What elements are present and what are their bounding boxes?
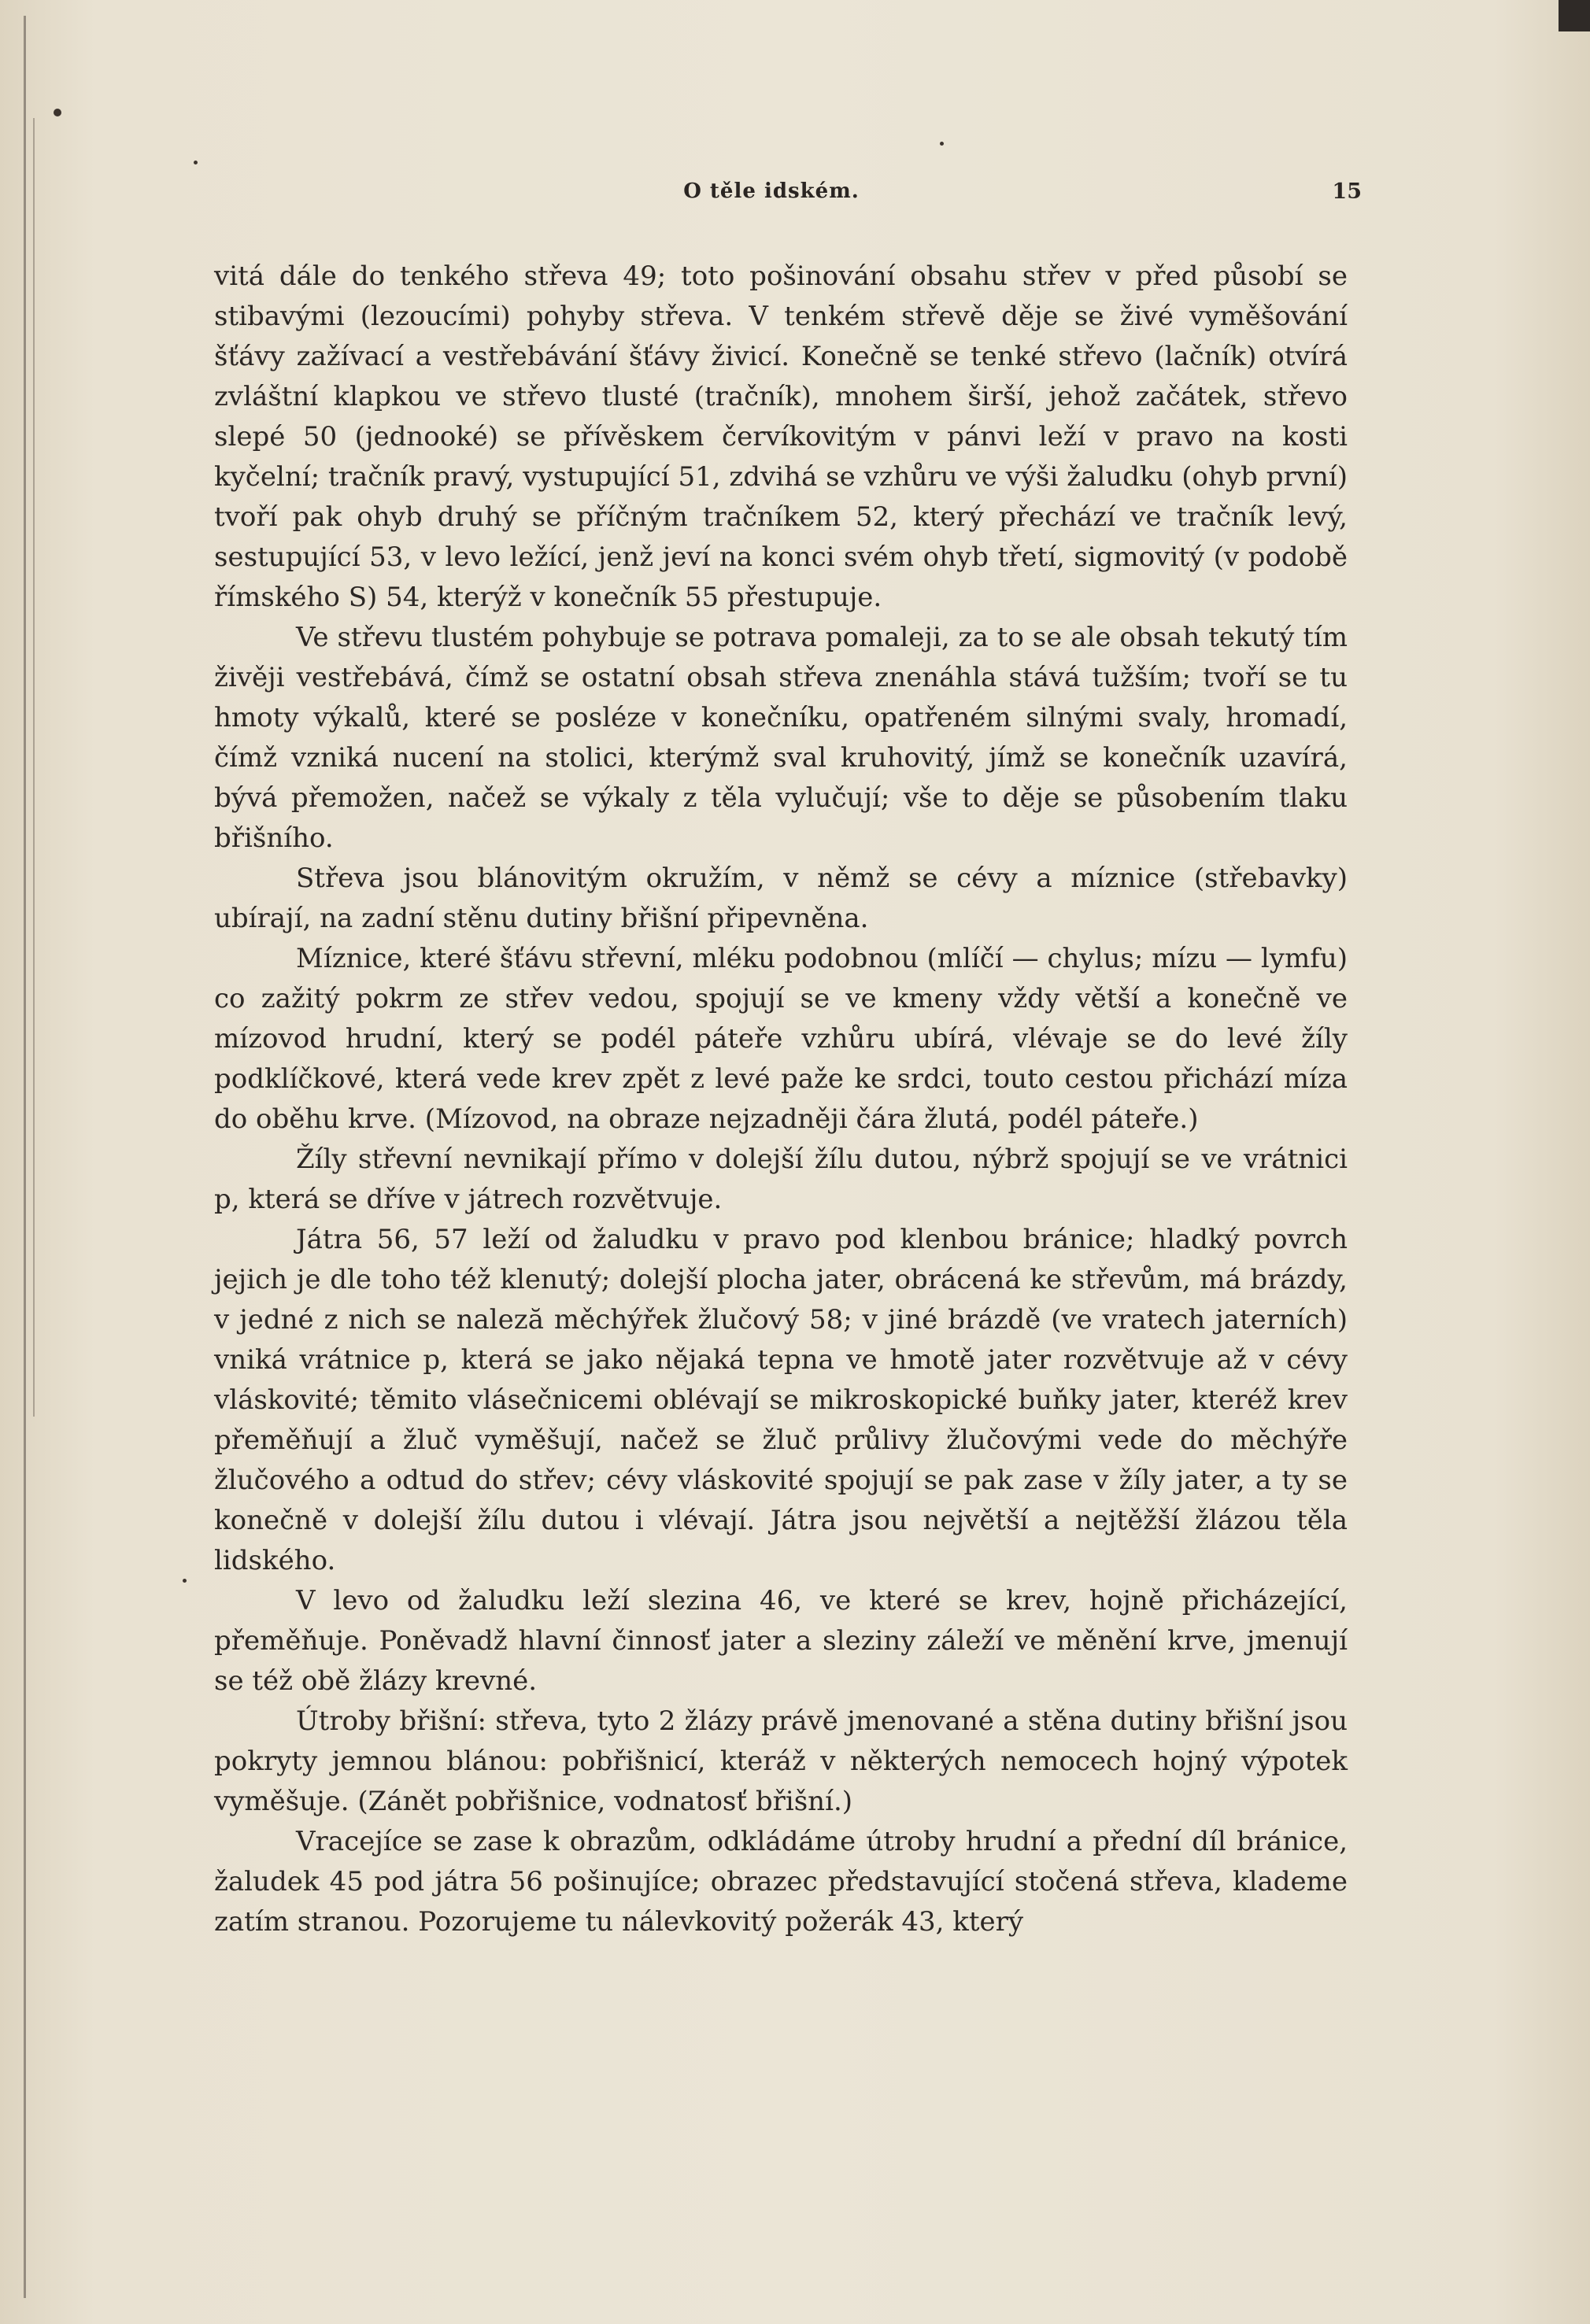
paragraph: Ve střevu tlustém pohybuje se potrava pomaleji, za to se ale obsah tekutý tím živěji vestřebává, čímž se ostatní obsah střeva znenáhla stává tužším; tvoří se tu hmoty výkalů, které se posléze v konečníku, opatřeném silnými svaly, hromadí, čímž vzniká nucení na stolici, kterýmž sval kruhovitý, jímž se konečník uzavírá, bývá přemožen, načež se výkaly z těla vylučují; vše to děje se působením tlaku břišního. bbox=[214, 622, 1348, 854]
body-text bbox=[214, 257, 1348, 1942]
paragraph: Žíly střevní nevnikají přímo v dolejší žílu dutou, nýbrž spojují se ve vrátnici p, která se dříve v játrech rozvětvuje. bbox=[214, 1144, 1348, 1215]
paragraph: Útroby břišní: střeva, tyto 2 žlázy právě jmenované a stěna dutiny břišní jsou pokryty jemnou blánou: pobřišnicí, kteráž v některých nemocech hojný výpotek vyměšuje. (Zánět pobřišnice, vodnatosť břišní.) bbox=[214, 1705, 1348, 1817]
ink-speck bbox=[54, 109, 61, 116]
paragraph: Vracejíce se zase k obrazům, odkládáme útroby hrudní a přední díl bránice, žaludek 45 pod játra 56 pošinujíce; obrazec představující stočená střeva, klademe zatím stranou. Pozorujeme tu nálevkovitý požerák 43, který bbox=[214, 1826, 1348, 1938]
page-corner-shadow bbox=[1559, 0, 1590, 31]
page-number: 15 bbox=[1332, 179, 1362, 204]
ink-speck bbox=[194, 161, 198, 164]
paragraph: vitá dále do tenkého střeva 49; toto pošinování obsahu střev v před působí se stibavými (lezoucími) pohyby střeva. V tenkém střevě děje se živé vyměšování šťávy zažívací a vestřebávání šťávy živicí. Konečně se tenké střevo (lačník) otvírá zvláštní klapkou ve střevo tlusté (tračník), mnohem širší, jehož začátek, střevo slepé 50 (jednooké) se přívěskem červíkovitým v pánvi leží v pravo na kosti kyčelní; tračník pravý, vystupující 51, zdvihá se vzhůru ve výši žaludku (ohyb první) tvoří pak ohyb druhý se příčným tračníkem 52, který přechází ve tračník levý, sestupující 53, v levo ležící, jenž jeví na konci svém ohyb třetí, sigmovitý (v podobě římského S) 54, kterýž v konečník 55 přestupuje. bbox=[214, 260, 1348, 613]
running-title: O těle idském. bbox=[683, 179, 860, 203]
binding-edge-inner bbox=[33, 118, 35, 1417]
running-header bbox=[181, 179, 1362, 211]
ink-speck bbox=[183, 1579, 187, 1583]
ink-speck bbox=[940, 142, 944, 146]
paragraph: Střeva jsou blánovitým okružím, v němž se cévy a míznice (střebavky) ubírají, na zadní stěnu dutiny břišní připevněna. bbox=[214, 863, 1348, 934]
binding-edge bbox=[24, 16, 26, 2298]
paragraph: Játra 56, 57 leží od žaludku v pravo pod klenbou bránice; hladký povrch jejich je dle toho též klenutý; dolejší plocha jater, obrácená ke střevům, má brázdy, v jedné z nich se naleză měchýřek žlučový 58; v jiné brázdě (ve vratech jaterních) vniká vrátnice p, která se jako nějaká tepna ve hmotě jater rozvětvuje až v cévy vláskovité; těmito vlásečnicemi oblévají se mikroskopické buňky jater, kteréž krev přeměňují a žluč vyměšují, načež se žluč průlivy žlučovými vede do měchýře žlučového a odtud do střev; cévy vláskovité spojují se pak zase v žíly jater, a ty se konečně v dolejší žílu dutou i vlévají. Játra jsou největší a nejtěžší žlázou těla lidského. bbox=[214, 1224, 1348, 1576]
paragraph: V levo od žaludku leží slezina 46, ve které se krev, hojně přicházející, přeměňuje. Poněvadž hlavní činnosť jater a sleziny záleží ve měnění krve, jmenují se též obě žlázy krevné. bbox=[214, 1585, 1348, 1697]
paragraph: Míznice, které šťávu střevní, mléku podobnou (mlíčí — chylus; mízu — lymfu) co zažitý pokrm ze střev vedou, spojují se ve kmeny vždy větší a konečně ve mízovod hrudní, který se podél páteře vzhůru ubírá, vlévaje se do levé žíly podklíčkové, která vede krev zpět z levé paže ke srdci, touto cestou přichází míza do oběhu krve. (Mízovod, na obraze nejzadněji čára žlutá, podél páteře.) bbox=[214, 943, 1348, 1135]
